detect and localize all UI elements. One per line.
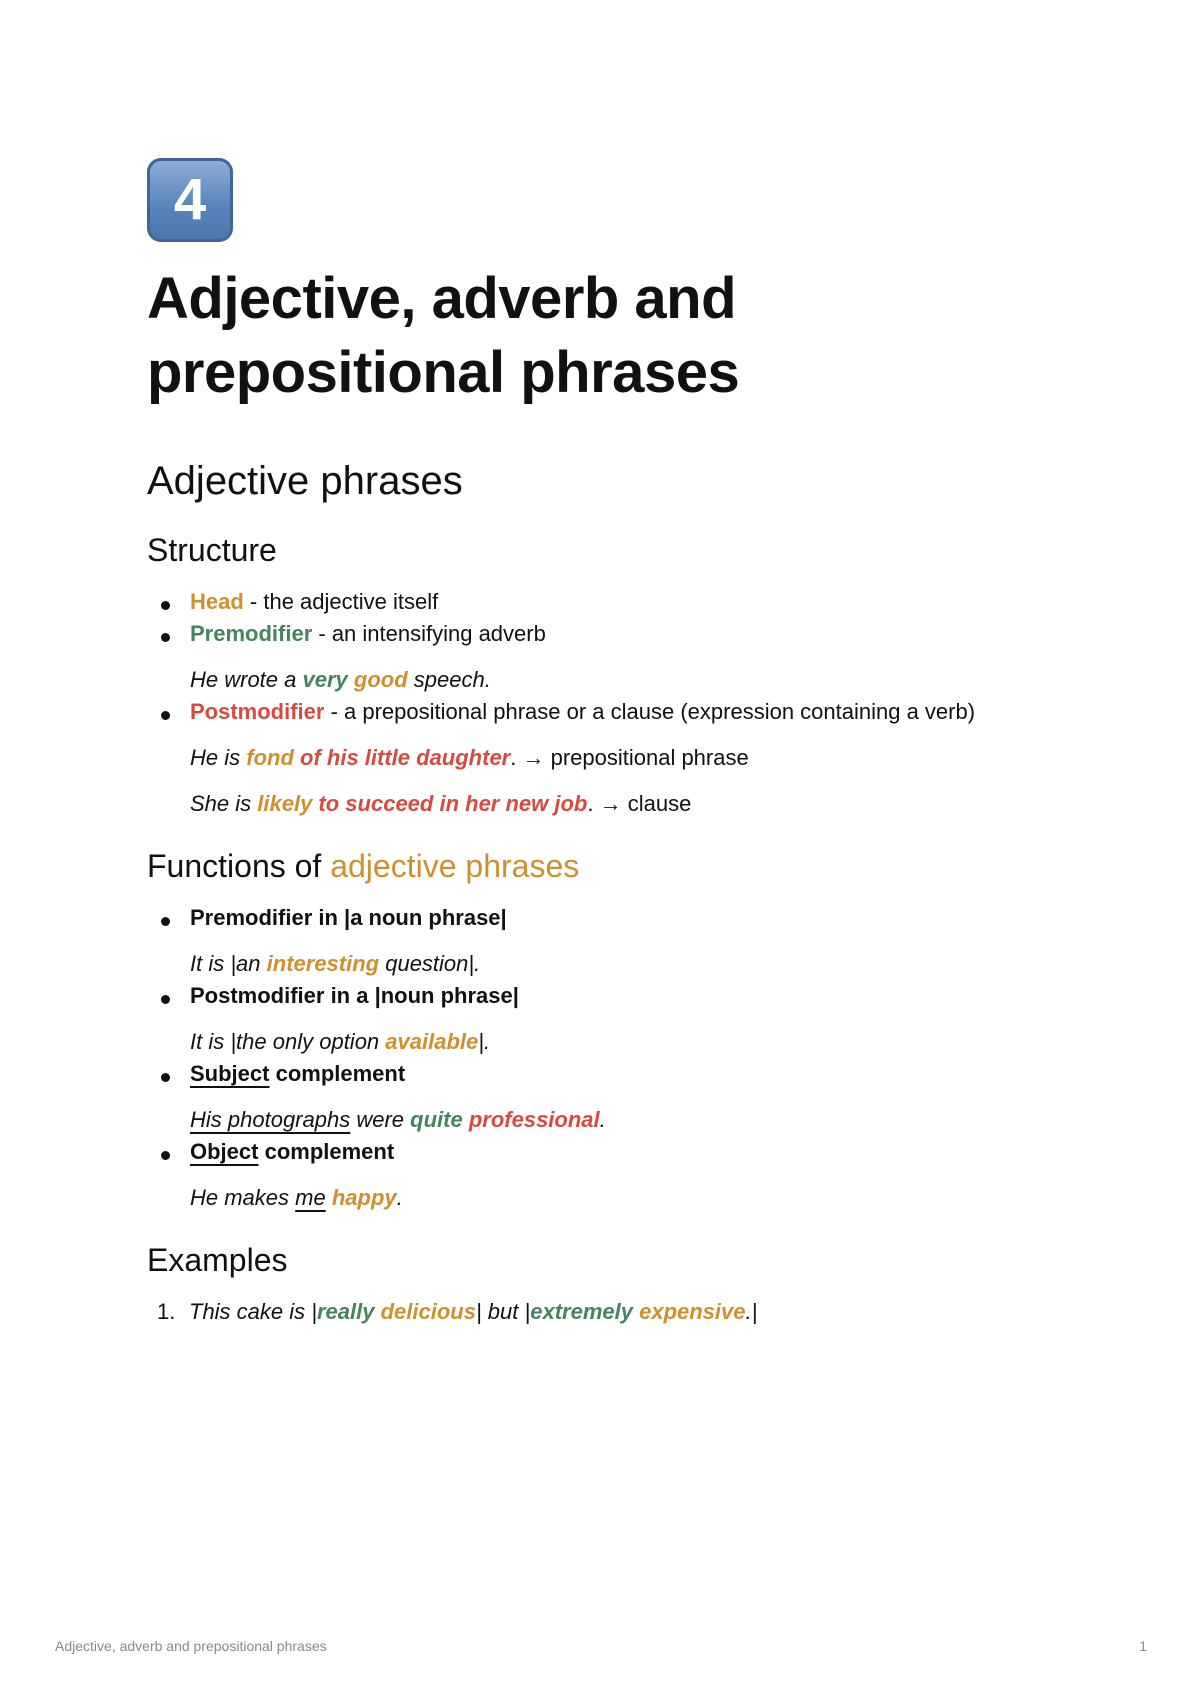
example-text: speech.	[407, 667, 491, 692]
page-title	[147, 262, 1067, 410]
example-head-word: good	[353, 667, 408, 692]
page-content	[147, 158, 1067, 1328]
function-example	[190, 1026, 1067, 1058]
term-postmodifier: Postmodifier	[190, 699, 325, 724]
example-adjective: interesting	[266, 951, 380, 976]
list-item-subject-complement	[147, 1058, 1067, 1136]
example-subject: His photographs	[190, 1107, 351, 1132]
function-example	[190, 1104, 1067, 1136]
function-label-underlined: Subject	[190, 1061, 270, 1086]
postmodifier-example-2	[190, 788, 1067, 820]
example-number: 1.	[157, 1299, 176, 1324]
example-text: It is |an	[190, 951, 267, 976]
list-item-postmodifier-function	[147, 980, 1067, 1058]
example-text: It is |the only option	[190, 1029, 386, 1054]
term-premodifier: Premodifier	[190, 621, 313, 646]
list-item-head	[147, 586, 1067, 618]
example-text: question|.	[379, 951, 481, 976]
example-object: me	[295, 1185, 326, 1210]
footer-document-title: Adjective, adverb and prepositional phrases	[55, 1638, 327, 1654]
list-item-premodifier-function	[147, 902, 1067, 980]
example-item	[147, 1296, 1067, 1328]
function-example	[190, 1182, 1067, 1214]
example-adjective: available	[385, 1029, 479, 1054]
postmodifier-example-1	[190, 742, 1067, 774]
example-text: .	[396, 1185, 403, 1210]
title-line-2: prepositional phrases	[147, 340, 740, 405]
example-text: He wrote a	[190, 667, 303, 692]
example-annotation: . → prepositional phrase	[510, 745, 749, 770]
structure-heading: Structure	[147, 532, 277, 568]
function-label	[190, 1136, 1067, 1168]
example-text: were	[350, 1107, 411, 1132]
example-premodifier-word: really	[316, 1299, 375, 1324]
example-head-word: fond	[246, 745, 294, 770]
example-postmodifier-phrase: to succeed in her new job	[312, 791, 588, 816]
example-text: | but |	[475, 1299, 531, 1324]
function-label-underlined: Object	[190, 1139, 259, 1164]
functions-list	[147, 902, 1067, 1214]
example-postmodifier-phrase: of his little daughter	[293, 745, 511, 770]
example-head-word: likely	[257, 791, 313, 816]
example-text: .|	[745, 1299, 758, 1324]
example-adjective: professional	[468, 1107, 600, 1132]
function-label	[190, 1058, 1067, 1090]
keycap-four-icon	[147, 158, 233, 242]
keycap-label: 4	[173, 167, 207, 232]
example-text: She is	[190, 791, 258, 816]
list-item-postmodifier	[147, 696, 1067, 820]
example-text: |.	[478, 1029, 491, 1054]
example-adjective: happy	[331, 1185, 397, 1210]
list-item-premodifier	[147, 618, 1067, 696]
functions-heading-highlight: adjective phrases	[330, 848, 580, 884]
example-premodifier-word: quite	[410, 1107, 463, 1132]
function-label: Premodifier in |a noun phrase|	[190, 905, 507, 930]
functions-heading	[147, 844, 1067, 888]
function-example	[190, 948, 1067, 980]
example-text: He makes	[190, 1185, 296, 1210]
example-premodifier-word: extremely	[530, 1299, 633, 1324]
term-head: Head	[190, 589, 244, 614]
example-premodifier-word: very	[302, 667, 348, 692]
head-description: - the adjective itself	[243, 589, 439, 614]
postmodifier-description: - a prepositional phrase or a clause (expression containing a verb)	[324, 699, 976, 724]
structure-list	[147, 586, 1067, 820]
example-head-word: expensive	[639, 1299, 746, 1324]
function-label-rest: complement	[258, 1139, 395, 1164]
title-line-1: Adjective, adverb and	[147, 266, 737, 331]
example-text: He is	[190, 745, 247, 770]
function-label-rest: complement	[269, 1061, 406, 1086]
premodifier-example	[190, 664, 1067, 696]
example-annotation: . → clause	[587, 791, 692, 816]
premodifier-description: - an intensifying adverb	[312, 621, 546, 646]
examples-heading: Examples	[147, 1242, 288, 1278]
footer-page-number: 1	[1139, 1638, 1147, 1654]
example-text: This cake is |	[189, 1299, 317, 1324]
section-heading-adjective-phrases: Adjective phrases	[147, 459, 463, 503]
function-label: Postmodifier in a |noun phrase|	[190, 983, 519, 1008]
example-text: .	[599, 1107, 606, 1132]
example-head-word: delicious	[380, 1299, 476, 1324]
functions-heading-text: Functions of	[147, 848, 331, 884]
list-item-object-complement	[147, 1136, 1067, 1214]
examples-list	[147, 1296, 1067, 1328]
